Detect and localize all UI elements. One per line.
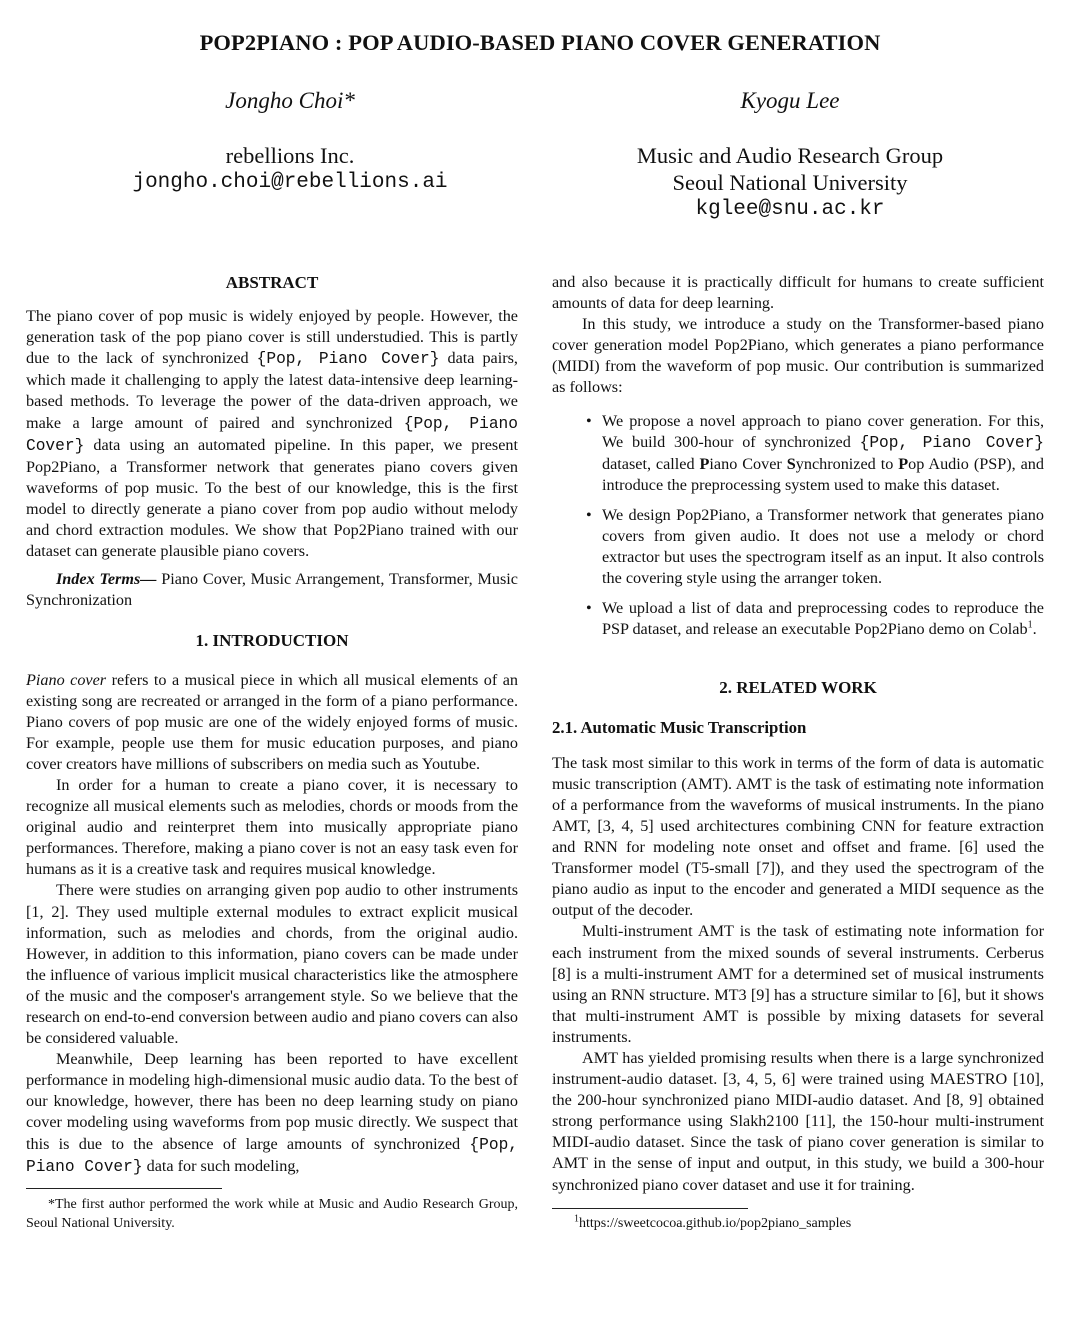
contribution-item: [552, 505, 1044, 589]
author-block-1: [40, 88, 540, 196]
contribution-item: [552, 411, 1044, 496]
code-span: {Pop, Piano Cover}: [859, 433, 1045, 452]
paper-title: POP2PIANO : POP AUDIO-BASED PIANO COVER GENERATION: [199, 30, 881, 55]
code-span: {Pop, Piano Cover}: [256, 350, 440, 369]
text-span: Meanwhile, Deep learning has been reported to have excellent performance in modeling high-dimensional music audio data. To the best of our knowledge, however, there has been no deep learning study on piano cover modeling using waveforms from pop music directly. We suspect that this is due to the absence of large amounts of synchronized: [26, 1050, 518, 1153]
footnote-url[interactable]: https://sweetcocoa.github.io/pop2piano_samples: [579, 1215, 852, 1231]
text-span: We propose a novel approach to piano cover generation. For this, We build 300-hour of synchronized: [602, 411, 1044, 451]
bold-letter: S: [786, 454, 796, 473]
author-email: kglee@snu.ac.kr: [695, 198, 885, 221]
subsection-heading: 2.1. Automatic Music Transcription: [552, 717, 807, 737]
index-terms: [26, 569, 518, 611]
text-span: data pairs, which made it challenging to apply the latest data-intensive deep learning-based methods. To leverage the power of the data-driven approach, we make a large amount of paired and synchronized: [26, 349, 518, 432]
text-span: .: [1032, 620, 1037, 639]
related-paragraph-3: AMT has yielded promising results when there is a large synchronized instrument-audio dataset. [3, 4, 5, 6] were trained using MAESTRO [10], the 200-hour synchronized piano MIDI-audio dataset. And [8, 9] obtained strong performance using Slakh2100 [11], the 150-hour multi-instrument MIDI-audio dataset. Since the task of piano cover generation is similar to AMT in the sense of input and output, in this study, we build a 300-hour synchronized piano cover dataset and use it for training.: [552, 1049, 1044, 1194]
text-span: We upload a list of data and preprocessing codes to reproduce the PSP dataset, and release an executable Pop2Piano demo on Colab: [602, 599, 1044, 639]
abstract-text: [26, 306, 518, 562]
contribution-item: [552, 598, 1044, 640]
index-terms-label: Index Terms—: [56, 570, 157, 589]
related-paragraph-1: The task most similar to this work in terms of the form of data is automatic music transcription (AMT). AMT is the task of estimating note information of a performance from the waveforms of musical instruments. In the piano AMT, [3, 4, 5] used architectures combining CNN for feature extraction and RNN for modeling note onset and offset and frame. [6] used the Transformer model (T5-small [7]), and they used the spectrogram of the piano audio as input to the encoder and generated a MIDI sequence as the output of the decoder.: [552, 753, 1044, 920]
author-email: jongho.choi@rebellions.ai: [132, 171, 448, 194]
footnote-rule: [552, 1208, 748, 1209]
text-span: The piano cover of pop music is widely enjoyed by people. However, the generation task of the pop piano cover is still understudied. This is partly due to the lack of synchronized: [26, 307, 518, 368]
footnote-marker: 1: [1027, 620, 1033, 632]
related-paragraph-2: Multi-instrument AMT is the task of estimating note information for each instrument from the mixed sounds of several instruments. Cerberus [8] is a multi-instrument AMT for a determined set of musical instruments using an RNN structure. MT3 [9] has a structure similar to [6], but it shows that multi-instrument AMT is possible by mixing datasets for several instruments.: [552, 922, 1044, 1046]
intro-paragraph-2: In order for a human to create a piano cover, it is necessary to recognize all musical elements such as melodies, chords or moods from the original audio and reinterpret them into musically appropriate piano performances. Therefore, making a piano cover is not an easy task even for humans as it is a creative task and requires musical knowledge.: [26, 775, 518, 879]
code-span: {Pop, Piano Cover}: [26, 1135, 518, 1176]
emphasis-text: Piano cover: [26, 670, 107, 689]
text-span: ynchronized to: [795, 454, 899, 473]
author-block-2: [540, 88, 1040, 223]
contribution-list: [552, 411, 1044, 641]
footnote-left: *The first author performed the work while at Music and Audio Research Group, Seoul National University.: [26, 1196, 518, 1231]
footnote-right: [552, 1214, 1044, 1233]
footnote-rule: [26, 1188, 222, 1189]
text-span: data using an automated pipeline. In this paper, we present Pop2Piano, a Transformer network that generates piano covers given waveforms of pop music. To the best of our knowledge, this is the first model to directly generate a piano cover from pop audio without melody and chord extraction modules. We show that Pop2Piano trained with our dataset can generate plausible piano covers.: [26, 435, 518, 561]
bullet-icon: •: [586, 599, 592, 618]
author-affiliation: Seoul National University: [672, 170, 908, 195]
bold-letter: P: [898, 454, 909, 473]
bullet-icon: •: [586, 411, 592, 430]
index-terms-text: Piano Cover, Music Arrangement, Transformer, Music Synchronization: [26, 570, 518, 610]
left-column: [26, 272, 518, 1233]
author-affiliation: rebellions Inc.: [225, 143, 355, 168]
author-name: Jongho Choi*: [225, 88, 355, 113]
intro-paragraph-5: and also because it is practically difficult for humans to create sufficient amounts of data for deep learning.: [552, 273, 1044, 313]
bold-letter: P: [699, 454, 710, 473]
author-affiliation: Music and Audio Research Group: [636, 143, 944, 168]
intro-paragraph-1: [26, 670, 518, 775]
intro-paragraph-3: There were studies on arranging given pop audio to other instruments [1, 2]. They used multiple external modules to extract explicit musical information, such as melodies and chords, from the original audio. However, in addition to this information, piano covers can be made under the influence of various implicit musical characteristics like the atmosphere of the music and the composer's arrangement style. So we believe that the research on end-to-end conversion between audio and piano covers can also be considered valuable.: [26, 881, 518, 1048]
intro-paragraph-4: [26, 1049, 518, 1178]
footnote-marker: 1: [574, 1213, 579, 1224]
introduction-heading: 1. INTRODUCTION: [195, 631, 349, 651]
intro-paragraph-6: In this study, we introduce a study on the Transformer-based piano cover generation model Pop2Piano, which generates a piano performance (MIDI) from the waveform of pop music. Our contribution is summarized as follows:: [552, 315, 1044, 397]
text-span: op Audio (PSP), and introduce the preprocessing system used to make this dataset.: [602, 454, 1044, 494]
text-span: We design Pop2Piano, a Transformer network that generates piano covers from given audio. It does not use a melody or chord extractor but uses the spectrogram itself as an input. It also controls the covering style using the arranger token.: [602, 505, 1044, 588]
related-work-heading: 2. RELATED WORK: [719, 677, 877, 697]
author-name: Kyogu Lee: [740, 88, 840, 113]
code-span: {Pop, Piano Cover}: [26, 414, 518, 455]
right-column: [552, 272, 1044, 1233]
text-span: iano Cover: [709, 454, 787, 473]
bullet-icon: •: [586, 505, 592, 524]
text-span: refers to a musical piece in which all musical elements of an existing song are recreated or arranged in the form of a piano performance. Piano covers of pop music are one of the widely enjoyed forms of music. For example, people use them for music education purposes, and piano cover creators have millions of subscribers on media such as Youtube.: [26, 670, 518, 773]
text-span: dataset, called: [602, 454, 700, 473]
text-span: data for such modeling,: [142, 1156, 300, 1175]
abstract-heading: ABSTRACT: [225, 273, 319, 292]
